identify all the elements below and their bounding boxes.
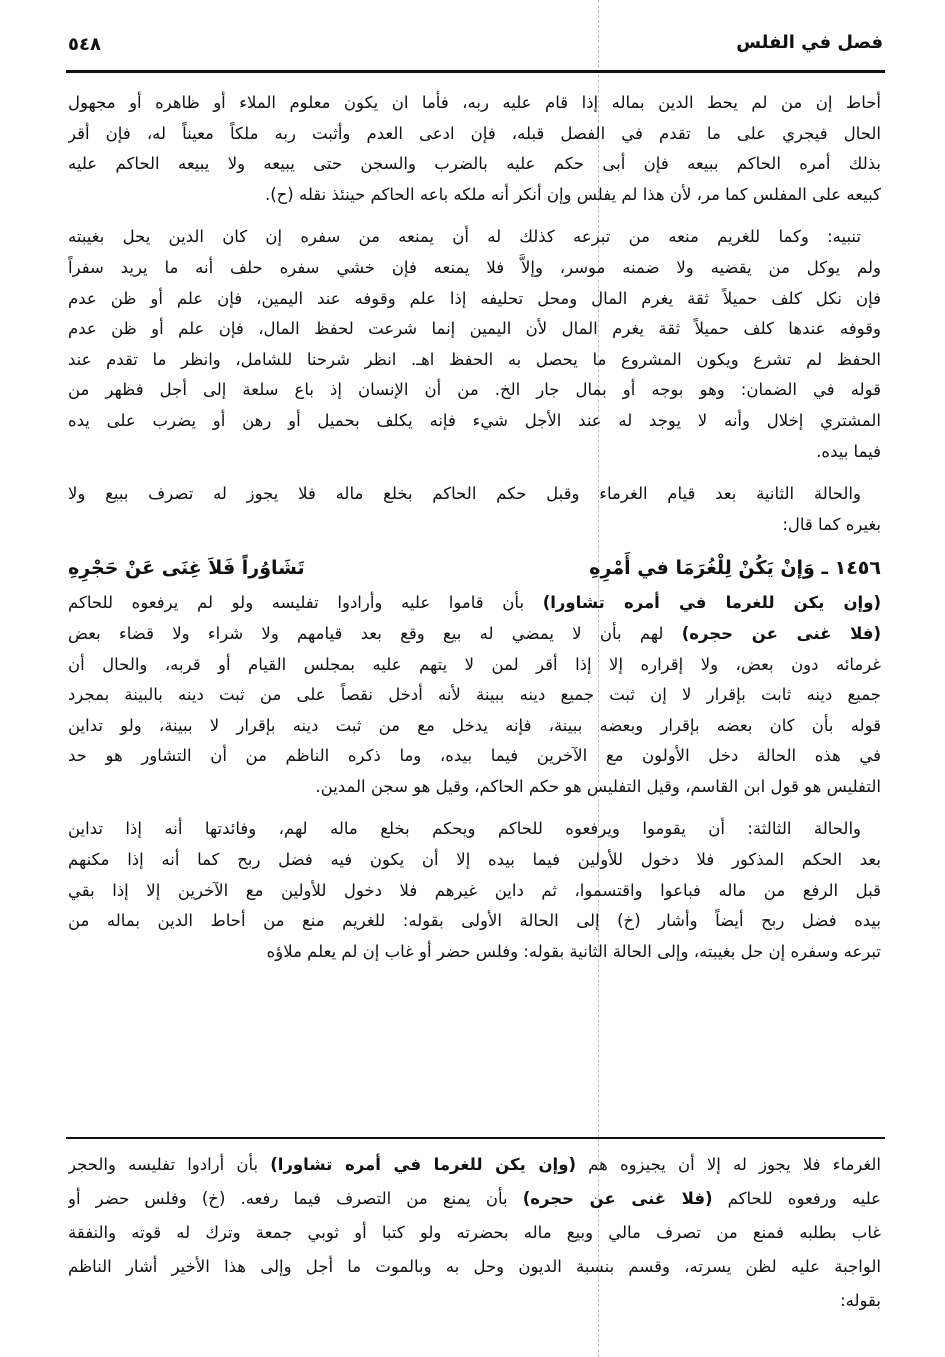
verse-first-text: وَإنْ يَكُنْ لِلْغُرَمَا في أَمْرِهِ [589,557,815,580]
text-segment: أحاط إن من لم يحط الدين بماله إذا قام عليه ربه، فأما ان يكون معلوم الملاء أو ظاهره أو مجهول [68,93,881,112]
text-line [68,906,881,937]
text-line [68,1182,881,1216]
text-segment: ولم يوكل من يقضيه ولا ضمنه موسر، وإلاَّ فلا يمنعه فإن خشي سفره حلف أنه ما يريد سفراً [68,257,881,277]
text-segment: عليه ورفعوه للحاكم [712,1189,881,1208]
text-line [68,406,881,437]
text-line [68,845,881,876]
text-line [68,1284,881,1318]
text-segment: بغيره كما قال: [782,514,881,534]
text-segment: التفليس هو قول ابن القاسم، وقيل التفليس هو حكم الحاكم، وقيل هو سجن المدين. [315,776,881,796]
text-segment: لهم بأن لا يمضي له بيع وقع بعد قيامهم ولا شراء ولا قضاء بعض [68,623,682,643]
text-line [68,619,881,650]
text-segment: المشتري إخلال وأنه لا يوجد له عند الأجل شيء فإنه يكلف بحميل أو رهن أو يضرب على يده [68,410,881,430]
text-segment: وقوفه عندها كلف حميلاً ثقة يغرم المال لأن اليمين إنما شرعت لحفظ المال، فإن علم أو ظن عدم [68,319,881,339]
page-number: ٥٤٨ [68,34,101,55]
text-segment: بأن قاموا عليه وأرادوا تفليسه ولو لم يرفعوه للحاكم [68,593,543,613]
text-segment: تنبيه: وكما للغريم منعه من تبرعه كذلك له أن يمنعه من سفره إن كان الدين يحل بغيبته [68,227,861,247]
text-line [68,149,881,180]
text-line [68,314,881,345]
text-line [68,814,881,845]
footnote-rule [66,1137,885,1139]
text-line [68,588,881,619]
paragraph [68,1148,881,1318]
text-segment: فيما بيده. [816,441,881,461]
bold-quote: (فلا غنى عن حجره) [681,623,881,643]
text-segment: بذلك أمره الحاكم ببيعه فإن أبى حكم عليه بالضرب والسجن حتى يبيعه ولا يبيعه الحاكم عليه [68,154,881,174]
text-line [68,680,881,711]
text-segment: غاب بطلبه فمنع من تصرف مالي وبيع ماله بحضرته ولو كتبا أو ثوبي جمعة وترك له قوته والنفقة [68,1223,881,1242]
commentary-paragraphs [68,588,881,967]
paragraph [68,588,881,802]
verse-number: ١٤٥٦ ـ [821,557,881,580]
text-line [68,711,881,742]
text-segment: الحفظ لم تشرع ويكون المشروع ما يحصل به الحفظ اهـ. انظر شرحنا للشامل، وانظر ما تقدم عند [68,349,881,369]
text-line [68,650,881,681]
text-segment: بعد الحكم المذكور فلا دخول للأولين فيما بيده إلا أن يكون فيه فضل ربح كما أنه إذا مكنهم [68,850,881,870]
paragraph [68,814,881,967]
text-line [68,937,881,968]
text-segment: بأن أرادوا تفليسه والحجر [68,1155,271,1174]
text-segment: في هذه الحالة دخل الأولون مع الآخرين فيما بيده، وما ذكره الناظم من أن التشاور هو حد [68,746,881,766]
text-line [68,437,881,468]
page-header [68,30,883,62]
text-segment: الواجبة عليه لظن يسرته، وقسم بنسبة الديون وحل به وبالموت ما أجل وإلى هذا الأخير أشار الناظم [68,1257,881,1276]
text-line [68,253,881,284]
text-line [68,180,881,211]
running-title: فصل في الفلس [736,32,883,53]
paragraph [68,88,881,210]
footnote [68,1148,881,1330]
text-line [68,119,881,150]
main-paragraphs [68,88,881,540]
text-segment: قبل الرفع من ماله فباعوا واقتسموا، ثم داين غيرهم فلا دخول للأولين مع الآخرين إلا إذا بقي [68,880,881,900]
text-line [68,741,881,772]
text-line [68,345,881,376]
paragraph [68,479,881,540]
bold-quote: (وإن يكن للغرما في أمره تشاورا) [270,1155,576,1174]
text-line [68,510,881,541]
text-line [68,876,881,907]
text-segment: قوله في الضمان: وهو بوجه أو بمال جار الخ. من أن الإنسان إذ باع سلعة إلى أجل فظهر من [68,380,881,400]
text-line [68,88,881,119]
bold-quote: (فلا غنى عن حجره) [522,1189,713,1208]
text-segment: بأن يمنع من التصرف فيما رفعه. (خ) وفلس حضر أو [68,1189,523,1208]
text-line [68,479,881,510]
text-line [68,1216,881,1250]
text-segment: بقوله: [840,1291,881,1310]
verse-second-hemistich: تَشَاوُراً فَلاَ غِنَى عَنْ حَجْرِهِ [68,557,305,580]
text-segment: الغرماء فلا يجوز له إلا أن يجيزوه هم [576,1155,881,1174]
text-segment: كبيعه على المفلس كما مر، لأن هذا لم يفلس وإن أنكر أنه ملكه باعه الحاكم حينئذ نقله (ح). [264,184,881,204]
text-segment: والحالة الثانية بعد قيام الغرماء وقبل حكم الحاكم بخلع ماله فلا يجوز له تصرف ببيع ولا [68,484,861,504]
verse-first-hemistich [589,550,881,586]
main-text [68,88,881,979]
text-line [68,222,881,253]
text-segment: قوله بأن كان بعضه بإقرار وبعضه ببينة، فإنه يدخل مع من ثبت دينه بإقرار لا ببينة، ولو تداين [68,715,881,735]
text-segment: بيده فضل ربح أيضاً وأشار (خ) إلى الحالة الأولى بقوله: للغريم منع من أحاط الدين بماله من [68,911,881,931]
text-segment: الحال فيجري على ما تقدم في الفصل قبله، فإن ادعى العدم وأثبت ربه ملكاً معيناً له، فإن أقر [68,123,881,143]
text-segment: غرمائه دون بعض، ولا إقراره إلا إذا أقر لمن لا يتهم عليه بمجلس القيام أو قربه، والحال أن [68,654,881,674]
footnote-paragraphs [68,1148,881,1318]
text-line [68,772,881,803]
text-segment: تبرعه وسفره إن حل بغيبته، وإلى الحالة الثانية بقوله: وفلس حضر أو غاب إن لم يعلم ملاؤه [266,941,881,961]
text-line [68,284,881,315]
paragraph [68,222,881,467]
verse-line [68,550,881,586]
text-line [68,375,881,406]
header-rule [66,70,885,73]
text-segment: فإن نكل كلف حميلاً ثقة يغرم المال ومحل تحليفه إذا علم وقوفه عند اليمين، فإن علم أو ظن عدم [68,288,881,308]
text-segment: جميع دينه ثابت بإقرار لا إن ثبت جميع دينه ببينة لأنه أدخل نقصاً على من ثبت دينه بالبينة بمجرد [68,685,881,705]
text-segment: والحالة الثالثة: أن يقوموا ويرفعوه للحاكم ويحكم بخلع ماله لهم، وفائدتها أنه إذا تداين [68,819,861,839]
bold-quote: (وإن يكن للغرما في أمره تشاورا) [542,593,881,613]
text-line [68,1148,881,1182]
text-line [68,1250,881,1284]
